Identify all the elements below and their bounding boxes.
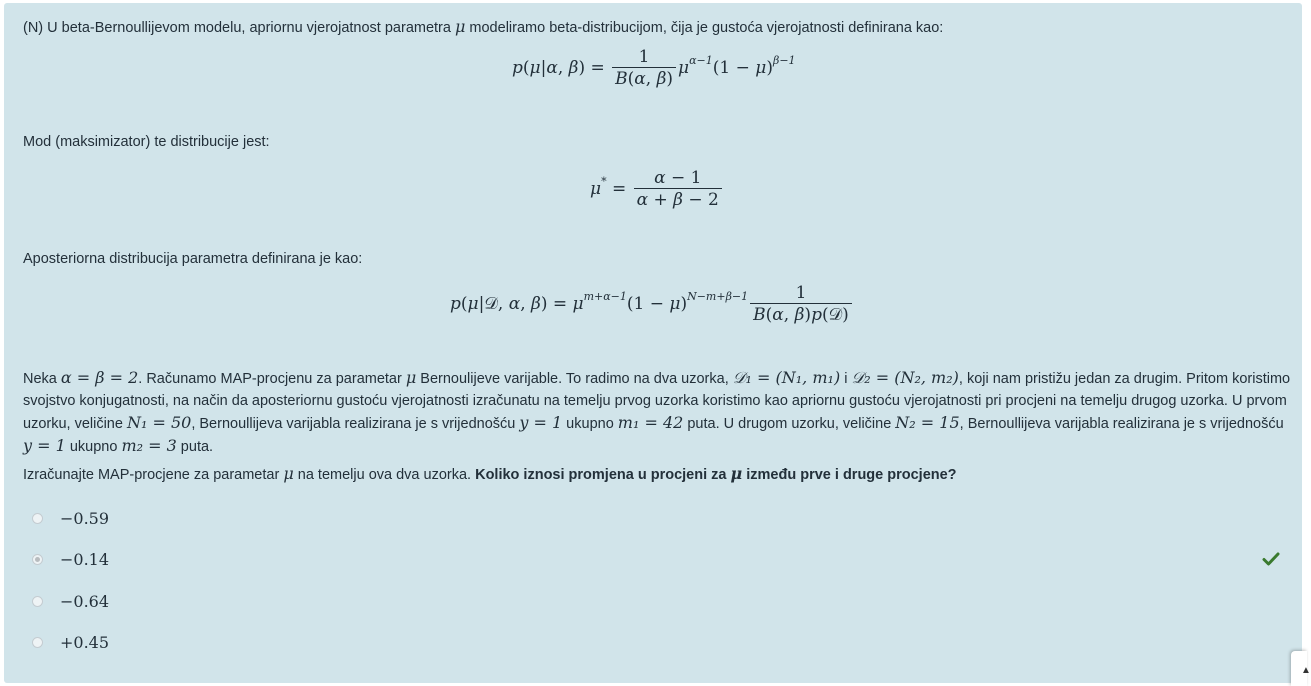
option-label: −0.64: [60, 591, 110, 611]
question-prompt: Izračunajte MAP-procjene za parametar μ na temelju ova dva uzorka. Koliko iznosi promjena u procjeni za μ između prve i druge procjene?: [23, 464, 957, 483]
radio-button[interactable]: [32, 637, 43, 648]
answer-option[interactable]: [32, 508, 109, 528]
beta-density-formula: p(μ|α, β) = $\frac{1}{B(\alpha, \beta)}$ $\mu^{\alpha-1}(1 - \mu)^{\beta-1}$: [512, 47, 796, 89]
posterior-formula: p(μ|𝒟, α, $\beta) = \mu^{m+\alpha-1}(1 - \mu)^{N-m+\beta-1}$ $\frac{1}{\text{B(α, β)p(𝒟)}}$: [450, 283, 854, 326]
answer-option-selected[interactable]: [32, 549, 109, 569]
mode-text: Mod (maksimizator) te distribucije jest:: [23, 134, 270, 150]
radio-button[interactable]: [32, 513, 43, 524]
answer-option[interactable]: [32, 632, 109, 652]
intro-text: (N) U beta-Bernoullijevom modelu, apriornu vjerojatnost parametra μ modeliramo beta-distribucijom, čija je gustoća vjerojatnosti definirana kao:: [23, 17, 944, 36]
problem-paragraph: Neka α = β = 2. Računamo MAP-procjenu za parametar μ Bernoulijeve varijable. To radimo na dva uzorka, 𝒟₁ = (N₁, m₁) i 𝒟₂ = (N₂, m₂), koji nam pristižu jedan za drugim. Pritom koristimo svojstvo konjugatnosti, na način da aposteriornu gustoću vjerojatnosti izračunatu na temelju prvog uzorka koristimo kao apriornu gustoću vjerojatnosti pri procjeni na temelju drugog uzorka. U prvom uzorku, veličine N₁ = 50, Bernoullijeva varijabla realizirana je s vrijednošću y = 1 ukupno m₁ = 42 puta. U drugom uzorku, veličine N₂ = 15, Bernoullijeva varijabla realizirana je s vrijednošću y = 1 ukupno m₂ = 3 puta.: [23, 368, 1291, 455]
option-label: −0.59: [60, 508, 110, 528]
scroll-to-top-button[interactable]: [1291, 651, 1311, 686]
radio-button[interactable]: [32, 596, 43, 607]
chevron-up-icon: ▲: [1301, 665, 1311, 676]
mode-formula: μ* = $\frac{\alpha - 1}{\alpha + \beta - 2}$: [590, 168, 724, 211]
option-label: +0.45: [60, 632, 110, 652]
checkmark-icon: [1262, 550, 1280, 568]
radio-button-selected[interactable]: [32, 554, 43, 565]
question-panel: [4, 3, 1302, 683]
posterior-text: Aposteriorna distribucija parametra definirana je kao:: [23, 251, 363, 267]
option-label: −0.14: [60, 549, 110, 569]
answer-option[interactable]: [32, 591, 109, 611]
